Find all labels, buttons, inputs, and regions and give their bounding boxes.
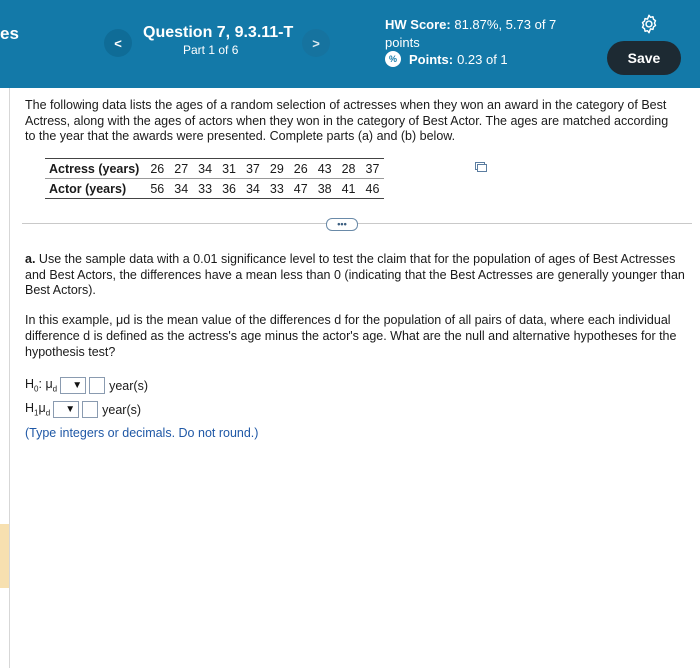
gear-icon[interactable] — [638, 13, 660, 35]
hw-score-label: HW Score: — [385, 17, 451, 32]
table-cell: 41 — [337, 179, 361, 199]
h0-value-input[interactable] — [89, 377, 105, 394]
example-text: In this example, μd is the mean value of the differences d for the population of all pairs of data, where each individual difference d is defined as the actress's age minus the actor's age. What are the null and alternative hypotheses for the hypothesis test? — [25, 313, 677, 359]
save-button[interactable]: Save — [607, 41, 681, 75]
hw-score — [385, 16, 585, 52]
chevron-down-icon: ▼ — [65, 404, 76, 415]
left-border — [9, 88, 10, 668]
points-value: 0.23 of 1 — [457, 51, 508, 67]
row-label: Actor (years) — [45, 179, 145, 199]
table-cell: 34 — [169, 179, 193, 199]
table-cell: 37 — [241, 159, 265, 179]
side-highlight-strip — [0, 524, 9, 588]
part-a-text: Use the sample data with a 0.01 significance level to test the claim that for the population of ages of Best Actresses and Best Actors, the differences have a mean less than 0 (indicating that the Best Actresses are generally younger than Best Actors). — [25, 252, 685, 297]
table-cell: 34 — [241, 179, 265, 199]
h1-symbol: $H_1\mu_d$ — [25, 401, 51, 418]
intro-text: The following data lists the ages of a random selection of actresses when they won an award in the category of Best Actress, along with the ages of actors when they won in the category of Best Actor. The ages are matched according to the year that the awards were presented. Complete parts (a) and (b) below. — [25, 98, 669, 143]
part-a-letter: a. — [25, 252, 36, 266]
expand-more-button[interactable]: ••• — [326, 218, 358, 231]
h0-units: year(s) — [109, 378, 149, 393]
top-header — [0, 0, 700, 88]
row-label: Actress (years) — [45, 159, 145, 179]
table-cell: 27 — [169, 159, 193, 179]
table-cell: 28 — [337, 159, 361, 179]
points-label: Points: — [409, 51, 454, 67]
null-hypothesis-row — [25, 377, 148, 394]
alternative-hypothesis-row — [25, 401, 141, 418]
next-question-button[interactable]: > — [302, 29, 330, 57]
table-row-actress — [45, 159, 384, 179]
table-cell: 47 — [289, 179, 313, 199]
table-cell: 33 — [265, 179, 289, 199]
copy-data-icon[interactable] — [475, 162, 487, 172]
h0-symbol: $H_0$: $\mu_d$ — [25, 377, 58, 394]
table-row-actor — [45, 179, 384, 199]
answer-hint: (Type integers or decimals. Do not round.) — [25, 426, 259, 440]
part-a-prompt — [25, 252, 690, 299]
table-cell: 31 — [217, 159, 241, 179]
data-table — [45, 158, 384, 199]
truncated-title: es — [0, 24, 19, 43]
h0-operator-dropdown[interactable] — [60, 377, 86, 394]
chevron-down-icon: ▼ — [72, 380, 83, 391]
table-cell: 29 — [265, 159, 289, 179]
table-cell: 26 — [289, 159, 313, 179]
h1-operator-dropdown[interactable] — [53, 401, 79, 418]
h1-value-input[interactable] — [82, 401, 98, 418]
table-cell: 56 — [145, 179, 169, 199]
table-cell: 26 — [145, 159, 169, 179]
previous-question-button[interactable]: < — [104, 29, 132, 57]
table-cell: 33 — [193, 179, 217, 199]
table-cell: 36 — [217, 179, 241, 199]
hw-score-value: 81.87%, 5.73 of 7 points — [385, 17, 557, 50]
table-cell: 43 — [313, 159, 337, 179]
part-label: Part 1 of 6 — [183, 43, 239, 57]
table-cell: 37 — [361, 159, 385, 179]
table-cell: 46 — [361, 179, 385, 199]
h1-units: year(s) — [102, 402, 142, 417]
points-row — [385, 51, 508, 67]
table-cell: 38 — [313, 179, 337, 199]
question-title: Question 7, 9.3.11-T — [143, 24, 294, 41]
table-cell: 34 — [193, 159, 217, 179]
percent-badge-icon: % — [385, 51, 401, 67]
